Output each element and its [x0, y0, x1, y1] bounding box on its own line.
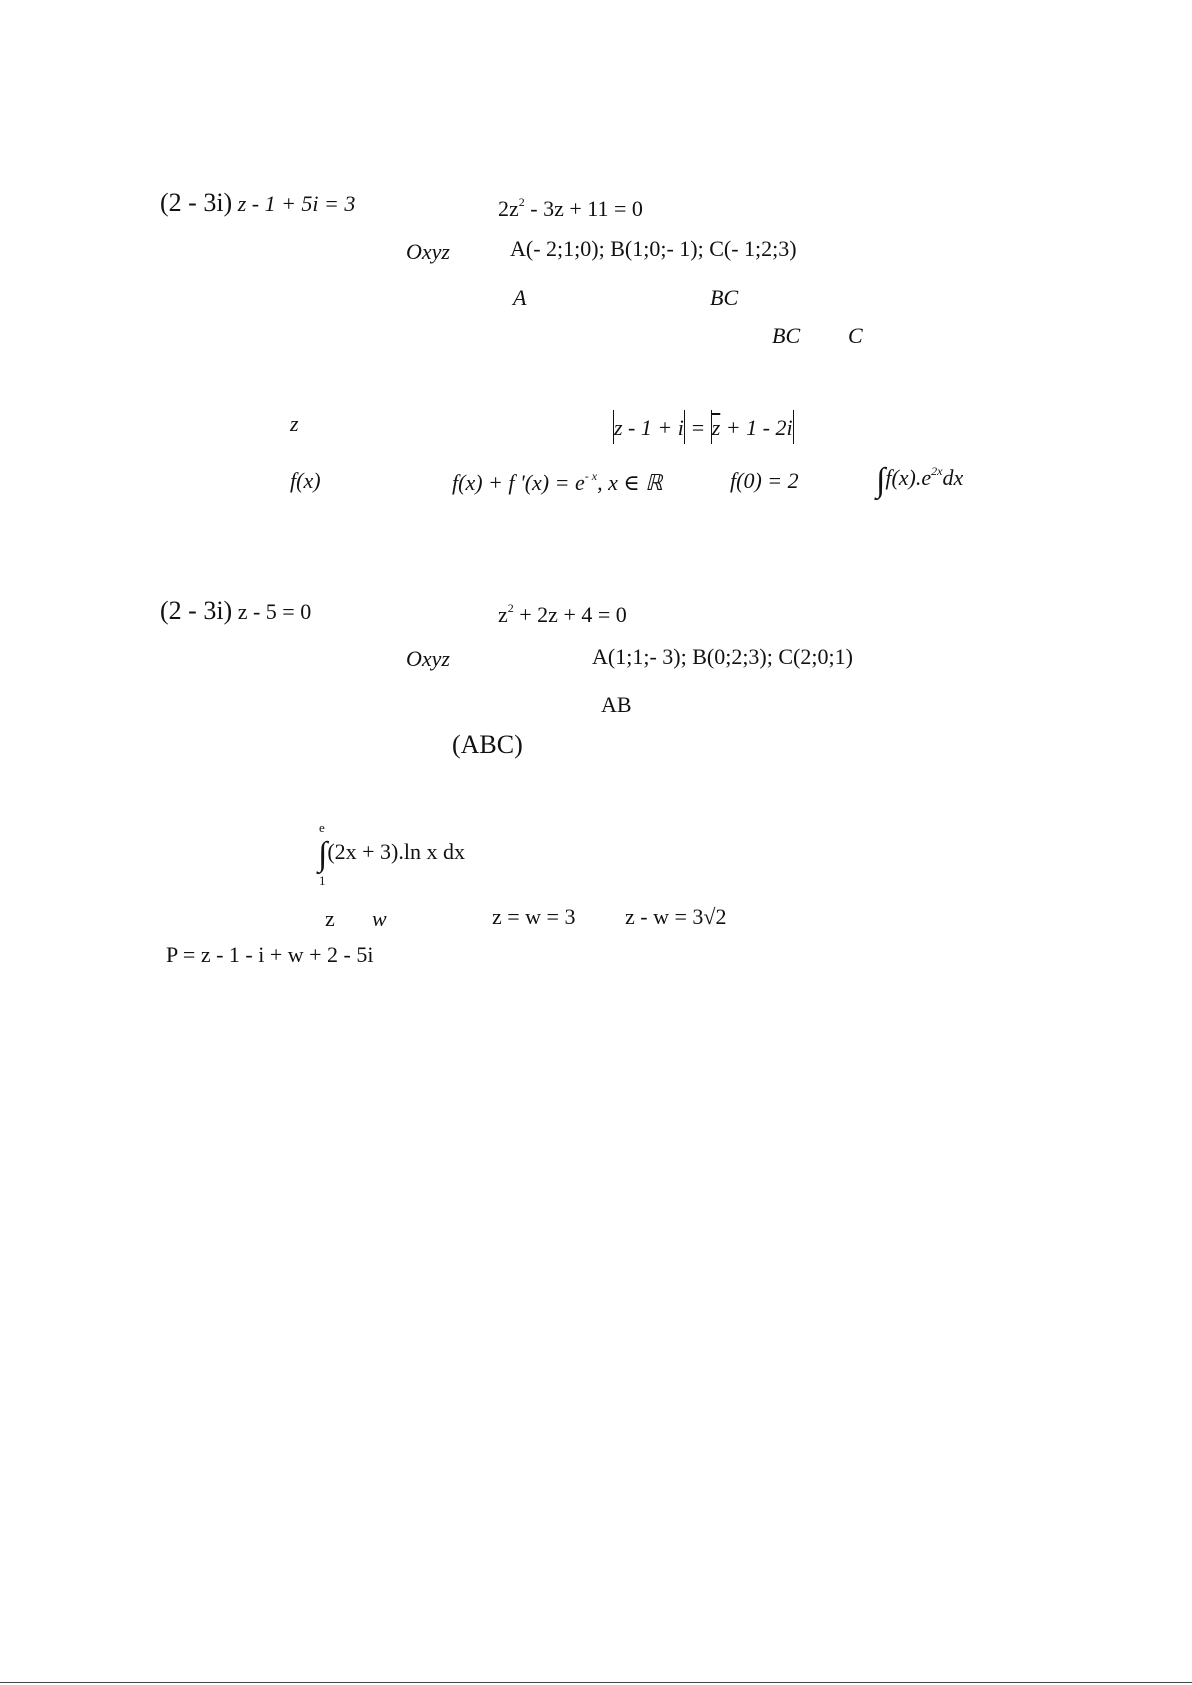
- exam1-q3-var: z: [290, 411, 299, 436]
- integrand: (2x + 3).ln x dx: [327, 839, 465, 864]
- exam2-q4-condition-2: z - w = 3√2: [625, 904, 727, 929]
- exam1-q2-points: A(- 2;1;0); B(1;0;- 1); C(- 1;2;3): [510, 236, 797, 261]
- eq-exponent: 2: [507, 601, 514, 615]
- exam1-q3-equation: $z - 1 + i = \overline{z} + 1 - 2i$: [613, 410, 794, 444]
- exam1-q1a-equation: [160, 190, 355, 216]
- eq-tail: z - 5 = 0: [237, 599, 312, 624]
- conjugate-z: $\overline{z}$: [711, 415, 721, 440]
- exam2-q2b-plane: (ABC): [452, 730, 523, 759]
- eq-exponent: 2: [518, 195, 525, 209]
- eq-lhs: 2z: [498, 196, 519, 221]
- eq-tail: z - 1 + 5i = 3: [237, 191, 356, 216]
- modulus-left: z - 1 + i: [614, 415, 684, 440]
- integral-sign: ∫: [876, 462, 886, 499]
- condition-domain: , x ∈ ℝ: [597, 470, 663, 495]
- exam2-q4-var-w: w: [372, 906, 387, 931]
- exam2-q4-condition-1: z = w = 3: [492, 904, 576, 929]
- exam2-q1a-equation: [160, 598, 311, 624]
- exam1-q1b-equation: [498, 196, 643, 220]
- exam1-q2-space: Oxyz: [406, 239, 450, 264]
- exam1-q4-integral: [876, 464, 963, 498]
- exam1-q2a-line: BC: [710, 285, 739, 310]
- point-a: A(- 2;1;0): [510, 236, 599, 261]
- exam1-q4-initial: f(0) = 2: [730, 468, 799, 493]
- exam2-q1b-equation: [498, 602, 627, 626]
- condition-main: f(x) + f '(x) = e: [452, 470, 585, 495]
- eq-rhs: + 2z + 4 = 0: [519, 602, 627, 627]
- exam1-q2b-line: BC: [772, 323, 801, 348]
- point-c: C(- 1;2;3): [709, 236, 797, 261]
- integrand: f(x).e: [885, 465, 932, 490]
- integral-upper-limit: e: [319, 820, 325, 835]
- exam2-q2a-segment: AB: [601, 692, 632, 717]
- integral-dx: dx: [942, 465, 964, 490]
- modulus-right-tail: + 1 - 2i: [725, 415, 793, 440]
- exam2-q5-expression: P = z - 1 - i + w + 2 - 5i: [166, 942, 374, 967]
- integral-lower-limit: 1: [319, 873, 326, 888]
- exam1-q2a-point: A: [513, 285, 527, 310]
- exam2-q3-integral: [318, 820, 465, 888]
- exam1-q2b-point: C: [848, 323, 863, 348]
- exam1-q4-condition: [452, 470, 663, 494]
- eq-rhs: - 3z + 11 = 0: [530, 196, 643, 221]
- integral-sign: ∫: [318, 836, 328, 873]
- eq-lhs: z: [498, 602, 508, 627]
- exam2-q2-points: A(1;1;- 3); B(0;2;3); C(2;0;1): [592, 644, 853, 669]
- page-bottom-rule: [0, 1682, 1192, 1683]
- condition-exponent: - x: [584, 469, 598, 483]
- exam2-q4-var-z: z: [325, 906, 335, 931]
- integrand-exponent: 2x: [931, 464, 943, 478]
- point-b: B(1;0;- 1): [610, 236, 698, 261]
- eq-coefficient: (2 - 3i): [160, 596, 233, 625]
- exam2-q2-space: Oxyz: [406, 646, 450, 671]
- eq-coefficient: (2 - 3i): [160, 188, 233, 217]
- exam1-q4-func: f(x): [290, 468, 321, 493]
